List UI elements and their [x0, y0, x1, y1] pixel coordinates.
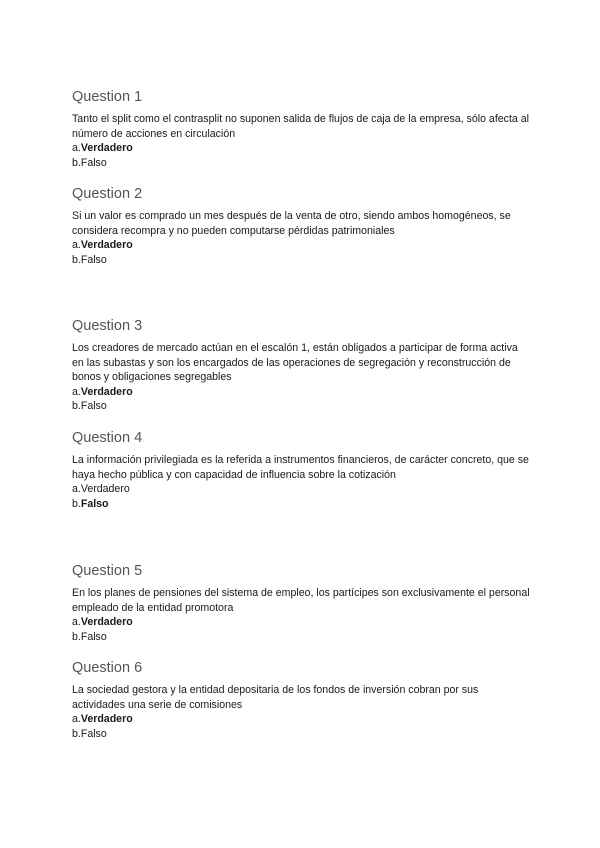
option-letter: a.	[72, 239, 81, 252]
question-text: En los planes de pensiones del sistema de empleo, los partícipes son exclusivamente el personal empleado de la entidad promotora	[72, 587, 530, 614]
answer-option-a	[72, 141, 532, 156]
option-label: Verdadero	[80, 239, 133, 252]
answer-option-a	[72, 615, 532, 630]
option-label: Verdadero	[80, 142, 133, 155]
question-title: Question 6	[72, 660, 143, 676]
answer-option-a	[72, 482, 532, 497]
question-title: Question 2	[72, 186, 143, 202]
option-label: Falso	[80, 497, 109, 510]
answer-option-b	[72, 399, 532, 414]
question-title: Question 4	[72, 430, 143, 446]
question-block	[72, 562, 532, 644]
question-block	[72, 659, 532, 741]
option-label: Verdadero	[80, 713, 133, 726]
question-block	[72, 185, 532, 267]
question-block	[72, 88, 532, 170]
answer-option-b	[72, 253, 532, 268]
option-letter: b.	[72, 253, 81, 266]
option-letter: b.	[72, 497, 81, 510]
option-label: Falso	[80, 156, 107, 169]
question-block	[72, 317, 532, 414]
option-label: Falso	[80, 727, 107, 740]
option-label: Verdadero	[80, 616, 133, 629]
answer-option-b	[72, 497, 532, 512]
option-letter: a.	[72, 483, 81, 496]
option-label: Verdadero	[80, 385, 133, 398]
option-label: Verdadero	[80, 483, 130, 496]
question-text: Si un valor es comprado un mes después de la venta de otro, siendo ambos homogéneos, se considera recompra y no pueden computarse pérdidas patrimoniales	[72, 210, 511, 237]
option-letter: a.	[72, 142, 81, 155]
option-letter: b.	[72, 630, 81, 643]
question-title: Question 5	[72, 563, 143, 579]
answer-option-a	[72, 385, 532, 400]
option-letter: b.	[72, 156, 81, 169]
question-text: Los creadores de mercado actúan en el escalón 1, están obligados a participar de forma activa en las subastas y son los encargados de las operaciones de segregación y reconstrucción de bonos y obligaciones segregables	[72, 342, 518, 384]
option-letter: a.	[72, 616, 81, 629]
question-text: La información privilegiada es la referida a instrumentos financieros, de carácter concreto, que se haya hecho pública y con capacidad de influencia sobre la cotización	[72, 454, 529, 481]
answer-option-b	[72, 156, 532, 171]
answer-option-b	[72, 727, 532, 742]
option-label: Falso	[80, 400, 107, 413]
question-title: Question 1	[72, 89, 143, 105]
option-letter: a.	[72, 385, 81, 398]
answer-option-b	[72, 630, 532, 645]
answer-option-a	[72, 238, 532, 253]
question-text: Tanto el split como el contrasplit no suponen salida de flujos de caja de la empresa, sólo afecta al número de acciones en circulación	[72, 113, 529, 140]
question-title: Question 3	[72, 318, 143, 334]
option-letter: b.	[72, 400, 81, 413]
option-label: Falso	[80, 253, 107, 266]
question-block	[72, 429, 532, 511]
answer-option-a	[72, 712, 532, 727]
option-letter: a.	[72, 713, 81, 726]
question-text: La sociedad gestora y la entidad depositaria de los fondos de inversión cobran por sus actividades una serie de comisiones	[72, 684, 479, 711]
option-label: Falso	[80, 630, 107, 643]
option-letter: b.	[72, 727, 81, 740]
